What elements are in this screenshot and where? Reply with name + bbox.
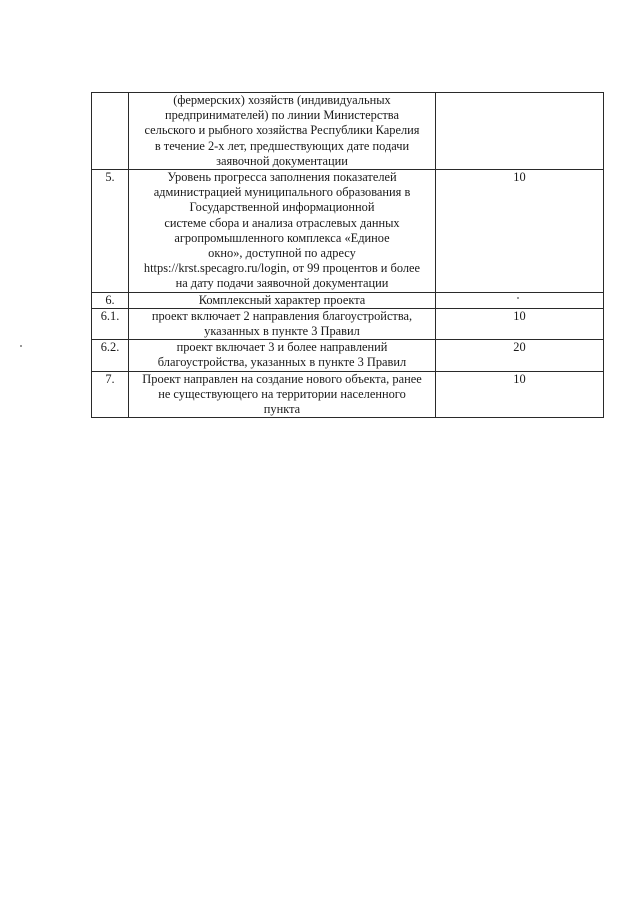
row-number: 6.	[92, 292, 129, 308]
row-number: 6.1.	[92, 308, 129, 339]
row-number	[92, 93, 129, 170]
row-score	[436, 93, 604, 170]
row-score: 10	[436, 170, 604, 293]
table-row	[92, 93, 604, 170]
row-description: Проект направлен на создание нового объекта, ранее не существующего на территории населенного пункта	[129, 371, 436, 418]
table-row	[92, 308, 604, 339]
criteria-table	[91, 92, 604, 418]
row-number: 6.2.	[92, 340, 129, 371]
table-row	[92, 292, 604, 308]
row-number: 7.	[92, 371, 129, 418]
row-description: Уровень прогресса заполнения показателей администрацией муниципального образования в Государственной информационной системе сбора и анализа отраслевых данных агропромышленного комплекса «Единое окно», доступной по адресу https://krst.specagro.ru/login, от 99 процентов и более на дату подачи заявочной документации	[129, 170, 436, 293]
scan-speck	[517, 297, 519, 299]
row-description: проект включает 2 направления благоустройства, указанных в пункте 3 Правил	[129, 308, 436, 339]
row-description: Комплексный характер проекта	[129, 292, 436, 308]
table-row	[92, 371, 604, 418]
row-description: (фермерских) хозяйств (индивидуальных предпринимателей) по линии Министерства сельского и рыбного хозяйства Республики Карелия в течение 2-х лет, предшествующих дате подачи заявочной документации	[129, 93, 436, 170]
table-row	[92, 170, 604, 293]
table-row	[92, 340, 604, 371]
row-number: 5.	[92, 170, 129, 293]
row-score: 10	[436, 308, 604, 339]
scan-speck	[20, 345, 22, 347]
row-score: 20	[436, 340, 604, 371]
row-description: проект включает 3 и более направлений благоустройства, указанных в пункте 3 Правил	[129, 340, 436, 371]
row-score: 10	[436, 371, 604, 418]
row-score	[436, 292, 604, 308]
